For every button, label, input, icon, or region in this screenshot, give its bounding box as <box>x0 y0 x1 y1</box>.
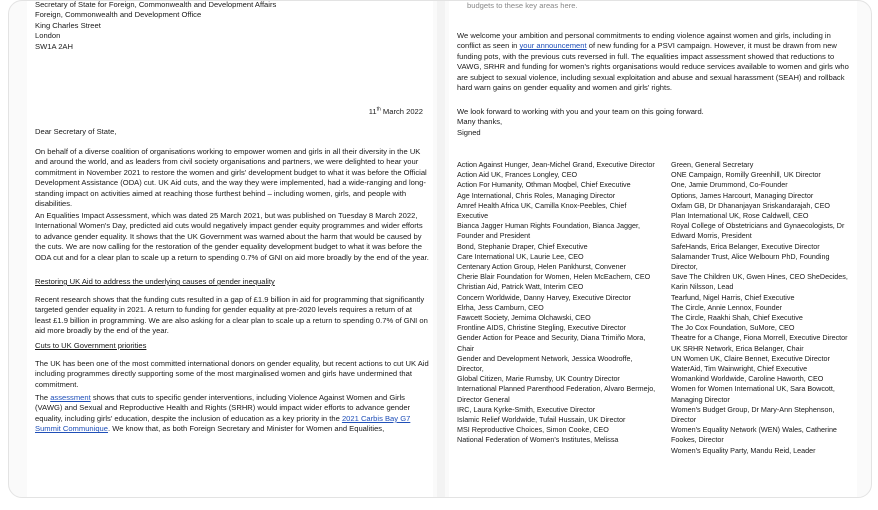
announcement-link[interactable]: your announcement <box>519 41 587 51</box>
signatory: Options, James Harcourt, Managing Director <box>671 190 814 200</box>
signatory: One, Jamie Drummond, Co-Founder <box>671 180 788 190</box>
closing-block <box>457 107 853 138</box>
signatory: Gender and Development Network, Jessica Woodroffe, Director, <box>457 353 633 374</box>
signatory: National Federation of Women's Institutes, Melissa <box>457 435 619 445</box>
paragraph-research: Recent research shows that the funding cuts resulted in a gap of £1.9 billion in aid for programming that significantly targeted gender equality in 2021. A return to funding for gender equality at pre-2020 levels requires a return of at least £1.9 billion in programming. We are also asking for a clear plan to scale up a return to spending 0.7% of GNI on aid more broadly by the end of the year. <box>35 295 428 336</box>
signatory: IRC, Laura Kyrke-Smith, Executive Director <box>457 404 596 414</box>
signatory: Frontline AIDS, Christine Stegling, Executive Director <box>457 323 626 333</box>
salutation: Dear Secretary of State, <box>35 127 117 136</box>
signatory: Global Citizen, Marie Rumsby, UK Country Director <box>457 374 620 384</box>
signatory: The Circle, Annie Lennox, Founder <box>671 302 783 312</box>
signatory: Gender Action for Peace and Security, Diana Trimiño Mora, Chair <box>457 333 646 353</box>
signatory: Elrha, Jess Camburn, CEO <box>457 302 544 312</box>
signatory: UK SRHR Network, Erica Belanger, Chair <box>671 343 804 353</box>
signatory: Salamander Trust, Alice Welbourn PhD, Founding Director, <box>671 251 830 272</box>
signatory: Womankind Worldwide, Caroline Haworth, CEO <box>671 374 824 384</box>
signatory: Women's Equality Network (WEN) Wales, Catherine Fookes, Director <box>671 425 837 445</box>
section-heading-cuts: Cuts to UK Government priorities <box>35 341 147 350</box>
signatory: Green, General Secretary <box>671 160 754 169</box>
signatory: Action For Humanity, Othman Moqbel, Chief Executive <box>457 180 631 190</box>
address-line: Foreign, Commonwealth and Development Office <box>35 10 202 20</box>
signatory: Concern Worldwide, Danny Harvey, Executive Director <box>457 292 631 302</box>
signatory: Royal College of Obstetricians and Gynaecologists, Dr Edward Morris, President <box>671 221 845 241</box>
signatory: ONE Campaign, Romilly Greenhill, UK Director <box>671 170 821 180</box>
signatory: Women for Women International UK, Sara Bowcott, Managing Director <box>671 384 835 404</box>
signatory: Tearfund, Nigel Harris, Chief Executive <box>671 292 795 302</box>
signatory: Fawcett Society, Jemima Olchawski, CEO <box>457 313 591 323</box>
signatories-column-2 <box>671 160 857 456</box>
signatory: Amref Health Africa UK, Camilla Knox-Peebles, Chief Executive <box>457 200 627 221</box>
closing-line: We look forward to working with you and your team on this going forward. <box>457 107 704 116</box>
paragraph-commitment: The UK has been one of the most committed international donors on gender equality, but recent actions to cut UK Aid including programmes directly supporting some of the most marginalised women and girls have undermined that commitment. <box>35 359 429 389</box>
signatory: Plan International UK, Rose Caldwell, CEO <box>671 211 809 221</box>
signatory: SafeHands, Erica Belanger, Executive Director <box>671 241 820 251</box>
signatory: Action Aid UK, Frances Longley, CEO <box>457 170 578 180</box>
signatory: Save The Children UK, Gwen Hines, CEO SheDecides, Karin Nilsson, Lead <box>671 272 848 292</box>
signatory: WaterAid, Tim Wainwright, Chief Executive <box>671 364 808 374</box>
signatory: Age International, Chris Roles, Managing Director <box>457 190 616 200</box>
signatory: The Circle, Raakhi Shah, Chief Executive <box>671 313 803 323</box>
document-viewer <box>8 0 872 498</box>
signatory: Bianca Jagger Human Rights Foundation, Bianca Jagger, Founder and President <box>457 221 640 241</box>
cut-off-line: budgets to these key areas here. <box>467 1 578 10</box>
page-gutter <box>437 1 445 497</box>
signatory: The Jo Cox Foundation, SuMore, CEO <box>671 323 795 333</box>
paragraph-intro: On behalf of a diverse coalition of organisations working to empower women and girls in all their diversity in the UK and around the world, and as leaders from civil society organisations and partners, we were delighted to hear your commitment in November 2021 to restore the women and girls' development budget to what it was before the Official Development Assistance (ODA) cut. UK Aid cuts, and the way they were implemented, had a wide-ranging and long-standing impact on activities aimed at reaching those furthest behind – including women, girls, and people with disabilities. <box>35 147 427 209</box>
paragraph-assessment: The assessment shows that cuts to specific gender interventions, including Violence Against Women and Girls (VAWG) and Sexual and Reproductive Health and Rights (SRHR) would impact wider efforts to advance gender equality, including girls' education, despite the inclusion of education as a key priority in the 2021 Carbis Bay G7 Summit Communique. We know that, as both Foreign Secretary and Minister for Women and Equalities, <box>35 393 411 434</box>
closing-line: Signed <box>457 127 481 137</box>
signatory: International Planned Parenthood Federation, Alvaro Bermejo, Director General <box>457 384 656 404</box>
recipient-address <box>35 0 276 52</box>
signatory: Bond, Stephanie Draper, Chief Executive <box>457 241 588 251</box>
section-heading-restoring-aid: Restoring UK Aid to address the underlying causes of gender inequality <box>35 277 275 286</box>
signatory: Care International UK, Laurie Lee, CEO <box>457 251 584 261</box>
address-line: London <box>35 31 61 41</box>
address-line: SW1A 2AH <box>35 41 73 51</box>
signatory: Women's Equality Party, Mandu Reid, Leader <box>671 445 816 455</box>
signatory: Islamic Relief Worldwide, Tufail Hussain, UK Director <box>457 415 626 425</box>
signatory: Oxfam GB, Dr Dhananjayan Sriskandarajah, CEO <box>671 200 830 210</box>
letter-date: 11th March 2022 <box>368 106 423 116</box>
carbis-bay-communique-link[interactable]: 2021 Carbis Bay G7 Summit Communique <box>35 413 411 434</box>
letter-page-right <box>449 1 857 497</box>
address-line: Secretary of State for Foreign, Commonwealth and Development Affairs <box>35 0 277 9</box>
closing-line: Many thanks, <box>457 117 503 127</box>
paragraph-impact-assessment: An Equalities Impact Assessment, which was dated 25 March 2021, but was published on Tuesday 8 March 2022, International Women's Day, predicted aid cuts would negatively impact gender equity programmes and wider efforts to advance gender equality. It shows that the UK Government was warned about the harm that would be caused by the cuts. We are now calling for the restoration of the gender equality development budget to what it was before the ODA cut and for a clear plan to scale up a return to spending 0.7% of GNI on aid more broadly by the end of the year. <box>35 211 429 262</box>
address-line: King Charles Street <box>35 20 101 30</box>
assessment-link[interactable]: assessment <box>50 393 91 402</box>
signatory: MSI Reproductive Choices, Simon Cooke, CEO <box>457 425 609 435</box>
signatory: Action Against Hunger, Jean-Michel Grand, Executive Director <box>457 160 655 169</box>
signatory: Women's Budget Group, Dr Mary-Ann Stephenson, Director <box>671 404 835 425</box>
signatory: Centenary Action Group, Helen Pankhurst, Convener <box>457 262 627 272</box>
signatory: Theatre for a Change, Fiona Morrell, Executive Director <box>671 333 848 343</box>
signatory: UN Women UK, Claire Bennet, Executive Director <box>671 353 830 363</box>
signatories-column-1 <box>457 160 657 446</box>
signatory: Cherie Blair Foundation for Women, Helen McEachern, CEO <box>457 272 651 282</box>
signatory: Christian Aid, Patrick Watt, Interim CEO <box>457 282 584 292</box>
paragraph-welcome: We welcome your ambition and personal commitments to ending violence against women and girls, including in conflict as seen in your announcement of new funding for a PSVI campaign. However, it must be drawn from new funding pots, with the previous cuts reversed in full. The equalities impact assessment showed that reductions to VAWG, SRHR and funding for women's rights organisations would reduce services available to women and girls who are subject to sexual violence, including sexual exploitation and abuse and sexual harassment (SEAH) and rollback hard warn gains on gender equality and women and girls' rights. <box>457 31 849 93</box>
letter-page-left <box>27 1 433 497</box>
